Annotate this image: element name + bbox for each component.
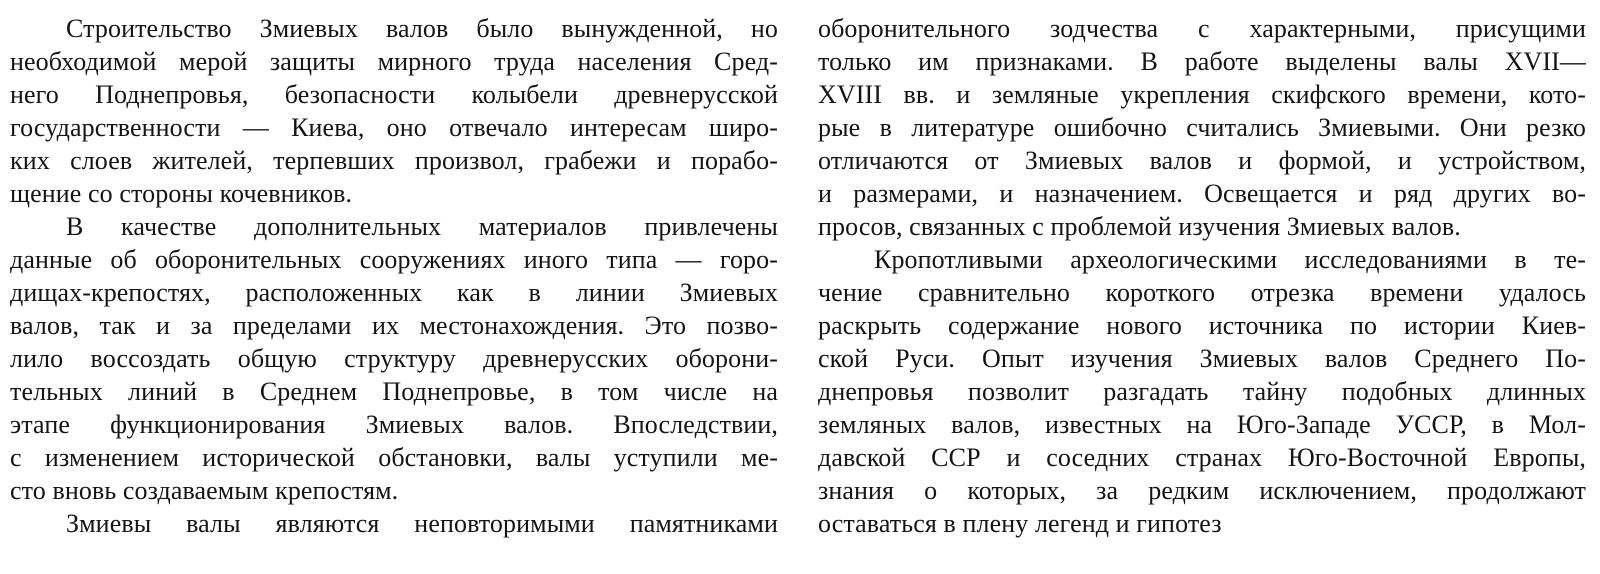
- text-line: лило воссоздать общую структуру древнерусских оборони-: [10, 344, 778, 373]
- text-line: земляных валов, известных на Юго-Западе УССР, в Мол-: [818, 410, 1586, 439]
- text-line: знания о которых, за редким исключением, продолжают: [818, 476, 1586, 505]
- text-line: ких слоев жителей, терпевших произвол, грабежи и порабо-: [10, 146, 778, 175]
- text-line: него Поднепровья, безопасности колыбели древнерусской: [10, 80, 778, 109]
- text-line: и размерами, и назначением. Освещается и ряд других во-: [818, 179, 1586, 208]
- text-line: В качестве дополнительных материалов привлечены: [66, 212, 778, 241]
- text-line: просов, связанных с проблемой изучения Змиевых валов.: [818, 212, 1461, 241]
- left-text-column: [10, 12, 778, 540]
- text-line: чение сравнительно короткого отрезка времени удалось: [818, 278, 1586, 307]
- text-line: данные об оборонительных сооружениях иного типа — горо-: [10, 245, 778, 274]
- text-line: государственности — Киева, оно отвечало интересам широ-: [10, 113, 778, 142]
- text-line: этапе функционирования Змиевых валов. Впоследствии,: [10, 410, 778, 439]
- text-line: оставаться в плену легенд и гипотез: [818, 509, 1222, 538]
- text-line: оборонительного зодчества с характерными, присущими: [818, 14, 1586, 43]
- text-line: тельных линий в Среднем Поднепровье, в том числе на: [10, 377, 778, 406]
- text-line: рые в литературе ошибочно считались Змиевыми. Они резко: [818, 113, 1586, 142]
- text-line: Змиевы валы являются неповторимыми памятниками: [66, 509, 778, 538]
- text-line: Кропотливыми археологическими исследованиями в те-: [874, 245, 1586, 274]
- text-line: Строительство Змиевых валов было вынужденной, но: [66, 14, 778, 43]
- text-line: отличаются от Змиевых валов и формой, и устройством,: [818, 146, 1586, 175]
- text-line: ской Руси. Опыт изучения Змиевых валов Среднего По-: [818, 344, 1586, 373]
- text-line: XVIII вв. и земляные укрепления скифского времени, кото-: [818, 80, 1586, 109]
- text-line: только им признаками. В работе выделены валы XVII—: [818, 47, 1586, 76]
- text-line: сто вновь создаваемым крепостям.: [10, 476, 399, 505]
- text-line: давской ССР и соседних странах Юго-Восточной Европы,: [818, 443, 1586, 472]
- text-line: валов, так и за пределами их местонахождения. Это позво-: [10, 311, 778, 340]
- text-line: днепровья позволит разгадать тайну подобных длинных: [818, 377, 1586, 406]
- text-line: раскрыть содержание нового источника по истории Киев-: [818, 311, 1586, 340]
- text-line: с изменением исторической обстановки, валы уступили ме-: [10, 443, 778, 472]
- text-line: необходимой мерой защиты мирного труда населения Сред-: [10, 47, 778, 76]
- right-text-column: [818, 12, 1586, 540]
- text-line: дищах-крепостях, расположенных как в линии Змиевых: [10, 278, 778, 307]
- text-line: щение со стороны кочевников.: [10, 179, 353, 208]
